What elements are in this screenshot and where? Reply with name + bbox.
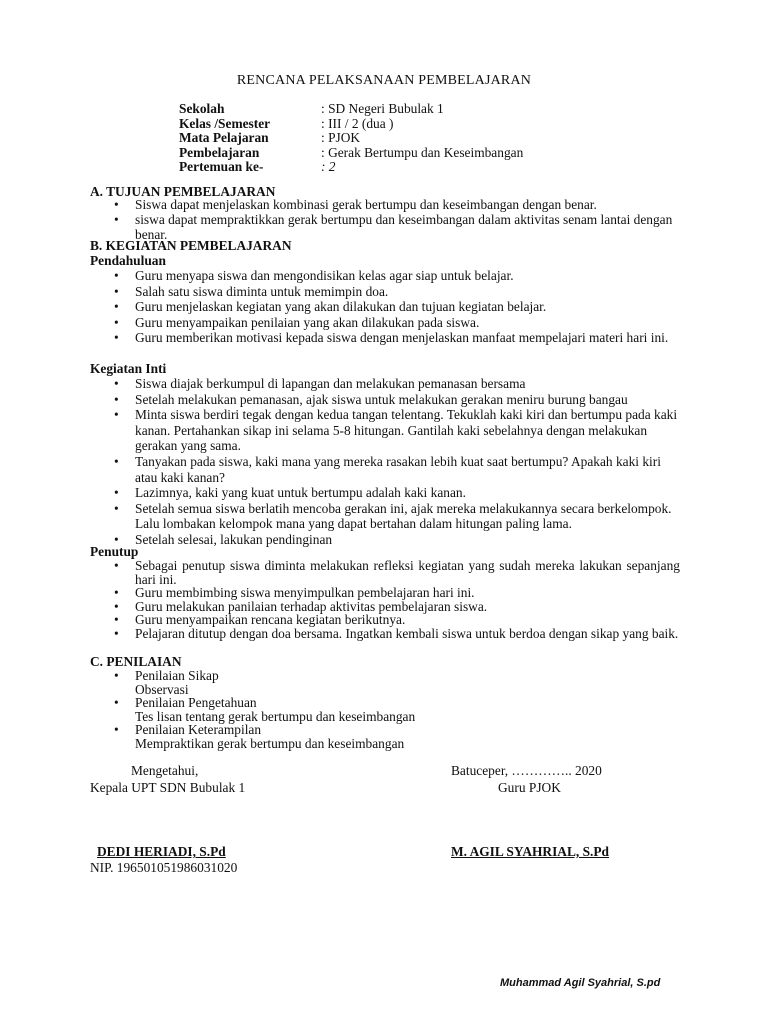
closing-list [90, 559, 680, 640]
list-item [90, 669, 680, 696]
info-row-class [179, 116, 523, 131]
section-heading: C. PENILAIAN [90, 654, 182, 669]
list-item: • Guru menyapa siswa dan mengondisikan kelas agar siap untuk belajar. [90, 268, 680, 284]
section-heading: A. TUJUAN PEMBELAJARAN [90, 184, 276, 199]
info-value: : PJOK [321, 130, 361, 145]
list-item: • Guru membimbing siswa menyimpulkan pembelajaran hari ini. [90, 586, 680, 600]
core-activities-list [90, 376, 680, 548]
subsection-heading: Penutup [90, 544, 139, 559]
list-item: • Guru menyampaikan penilaian yang akan dilakukan pada siswa. [90, 315, 680, 331]
footer-author: Muhammad Agil Syahrial, S.pd [500, 977, 661, 989]
signature-left-nip: NIP. 196501051986031020 [90, 860, 238, 875]
section-objectives [90, 184, 680, 242]
assessment-desc: Observasi [135, 681, 189, 697]
assessment-list [90, 669, 680, 751]
list-item: • Setelah semua siswa berlatih mencoba gerakan ini, ajak mereka melakukannya secara berkelompok. Lalu lombakan kelompok mana yang dapat bertahan dalam hitungan paling lama. [90, 501, 680, 532]
list-item [90, 696, 680, 723]
info-value: : SD Negeri Bubulak 1 [321, 101, 444, 116]
list-item: • Setelah selesai, lakukan pendinginan [90, 532, 680, 548]
signature-right-name: M. AGIL SYAHRIAL, S.Pd [451, 844, 610, 859]
list-item: • Pelajaran ditutup dengan doa bersama. Ingatkan kembali siswa untuk berdoa dengan sikap yang baik. [90, 627, 680, 641]
list-item: • Tanyakan pada siswa, kaki mana yang mereka rasakan lebih kuat saat bertumpu? Apakah kaki kiri atau kaki kanan? [90, 454, 680, 485]
info-value: : 2 [321, 159, 336, 174]
info-value: : III / 2 (dua ) [321, 115, 394, 131]
info-label: Pertemuan ke- [179, 159, 264, 174]
list-item: • siswa dapat mempraktikkan gerak bertumpu dan keseimbangan dalam aktivitas senam lantai dengan benar. [90, 212, 680, 242]
list-item [90, 723, 680, 750]
list-item: • Guru melakukan panilaian terhadap aktivitas pembelajaran siswa. [90, 600, 680, 614]
list-item: • Siswa dapat menjelaskan kombinasi gerak bertumpu dan keseimbangan dengan benar. [90, 197, 680, 212]
info-label: Mata Pelajaran [179, 130, 269, 145]
subsection-heading: Pendahuluan [90, 253, 166, 268]
info-label: Kelas /Semester [179, 115, 271, 131]
info-value: : Gerak Bertumpu dan Keseimbangan [321, 144, 524, 160]
list-item: • Lazimnya, kaki yang kuat untuk bertumpu adalah kaki kanan. [90, 485, 680, 501]
section-heading: B. KEGIATAN PEMBELAJARAN [90, 238, 292, 253]
list-item: • Guru memberikan motivasi kepada siswa dengan menjelaskan manfaat mempelajari materi hari ini. [90, 330, 680, 346]
assessment-desc: Tes lisan tentang gerak bertumpu dan keseimbangan [135, 708, 416, 724]
assessment-desc: Mempraktikan gerak bertumpu dan keseimbangan [135, 735, 405, 751]
list-item: • Sebagai penutup siswa diminta melakukan refleksi kegiatan yang sudah mereka lakukan sepanjang hari ini. [90, 559, 680, 586]
objectives-list [90, 197, 680, 242]
section-closing [90, 544, 680, 640]
info-label: Sekolah [179, 101, 225, 116]
list-item: • Setelah melakukan pemanasan, ajak siswa untuk melakukan gerakan meniru burung bangau [90, 392, 680, 408]
info-row-school [179, 101, 523, 116]
subsection-heading: Kegiatan Inti [90, 361, 167, 376]
section-assessment [90, 654, 680, 751]
assessment-label: Penilaian Sikap [135, 668, 219, 683]
list-item: • Salah satu siswa diminta untuk memimpin doa. [90, 284, 680, 300]
info-row-meeting [179, 159, 523, 174]
list-item: • Siswa diajak berkumpul di lapangan dan melakukan pemanasan bersama [90, 376, 680, 392]
identity-table [179, 101, 523, 174]
info-label: Pembelajaran [179, 144, 260, 160]
section-core-activities [90, 361, 680, 548]
signature-left-name: DEDI HERIADI, S.Pd [97, 844, 226, 859]
signature-right-role: Guru PJOK [498, 780, 561, 795]
info-row-subject [179, 130, 523, 145]
assessment-label: Penilaian Pengetahuan [135, 695, 257, 711]
list-item: • Guru menjelaskan kegiatan yang akan dilakukan dan tujuan kegiatan belajar. [90, 299, 680, 315]
section-activities [90, 238, 680, 346]
document-title: RENCANA PELAKSANAAN PEMBELAJARAN [236, 73, 532, 88]
introduction-list [90, 268, 680, 346]
list-item: • Minta siswa berdiri tegak dengan kedua tangan telentang. Tekuklah kaki kiri dan bertumpu pada kaki kanan. Pertahankan sikap ini selama 5-8 hitungan. Gantilah kaki sebelahnya dengan melakukan gerakan yang sama. [90, 407, 680, 454]
list-item: • Guru menyampaikan rencana kegiatan berikutnya. [90, 613, 680, 627]
info-row-topic [179, 145, 523, 160]
assessment-label: Penilaian Keterampilan [135, 722, 262, 738]
signature-left-title: Mengetahui, [131, 763, 199, 778]
signature-left-role: Kepala UPT SDN Bubulak 1 [90, 780, 246, 795]
signature-right-place-date: Batuceper, ………….. 2020 [451, 763, 602, 778]
